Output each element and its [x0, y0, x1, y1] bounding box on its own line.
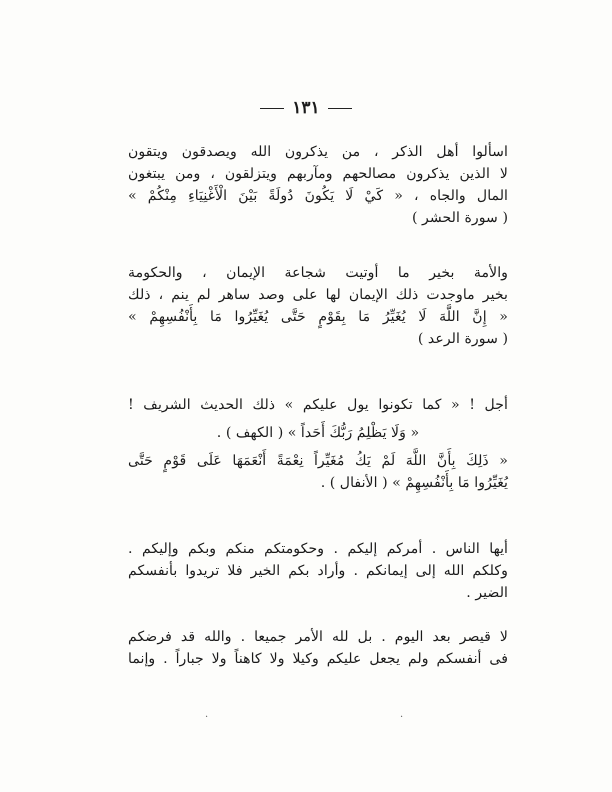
text-line: الضير . — [466, 585, 508, 601]
quran-verse: « وَلَا يَظْلِمُ رَبُّكَ أَحَداً » ( الكهف ) . — [216, 425, 420, 441]
text-line: فى أنفسكم ولم يجعل عليكم وكيلا ولا كاهناً ولا جباراً . وإنما — [128, 651, 508, 667]
text-line: « إِنَّ اللَّهَ لَا يُغَيِّرُ مَا بِقَوْمٍ حَتَّى يُغَيِّرُوا مَا بِأَنْفُسِهِمْ » — [128, 309, 508, 325]
paragraph-3 — [128, 394, 508, 494]
scan-speck: · — [205, 712, 209, 723]
surah-reference: ( سورة الرعد ) — [417, 331, 508, 347]
paragraph-4 — [128, 538, 508, 604]
text-line: والأمة بخير ما أوتيت شجاعة الإيمان ، والحكومة — [128, 265, 508, 281]
text-line: بخير ماوجدت ذلك الإيمان لها على وصد ساهر لم ينم ، ذلك — [128, 287, 508, 303]
surah-reference: ( سورة الحشر ) — [411, 210, 508, 226]
page-header — [0, 98, 612, 118]
paragraph-1 — [128, 141, 508, 229]
text-line: وكلكم الله إلى إيمانكم . وأراد بكم الخير فلا تريدوا بأنفسكم — [128, 563, 508, 579]
paragraph-2 — [128, 262, 508, 350]
text-line: لا الذين يذكرون مصالحهم ومآربهم ويتزلقون ، ومن يبتغون — [128, 166, 508, 182]
header-dash-left — [260, 108, 284, 109]
text-line: أجل ! « كما تكونوا يول عليكم » ذلك الحديث الشريف ! — [128, 397, 508, 413]
page-number: ١٣١ — [292, 98, 320, 118]
quran-verse: « ذَلِكَ بِأَنَّ اللَّهَ لَمْ يَكُ مُغَيِّراً نِعْمَةً أَنْعَمَهَا عَلَى قَوْمٍ حَتَّى — [128, 453, 508, 469]
text-line: اسألوا أهل الذكر ، من يذكرون الله ويصدقون ويتقون — [128, 144, 508, 160]
text-line: المال والجاه ، « كَيْ لَا يَكُونَ دُولَةً بَيْنَ الْأَغْنِيَاءِ مِنْكُمْ » — [128, 188, 508, 204]
header-dash-right — [328, 108, 352, 109]
text-line: أيها الناس . أمركم إليكم . وحكومتكم منكم وبكم وإليكم . — [128, 541, 508, 557]
quran-verse-end: يُغَيِّرُوا مَا بِأَنْفُسِهِمْ » ( الأنفال ) . — [320, 475, 508, 491]
paragraph-5 — [128, 626, 508, 670]
text-line: لا قيصر بعد اليوم . بل لله الأمر جميعا . والله قد فرضكم — [128, 629, 508, 645]
scan-speck: · — [400, 712, 404, 723]
